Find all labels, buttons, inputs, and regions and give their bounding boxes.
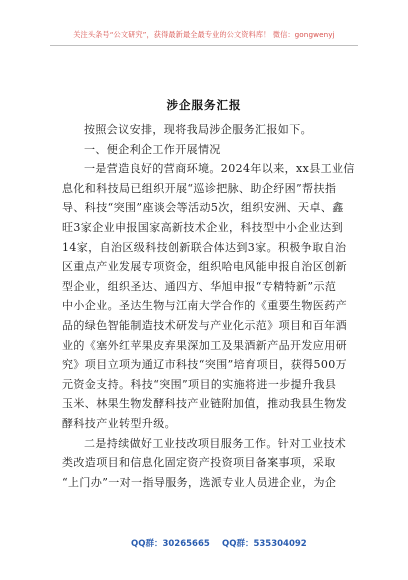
footer-qq-group-1: QQ群：30265665 bbox=[131, 539, 210, 549]
paragraph-line: 中小企业。圣达生物与江南大学合作的《重要生物医药产 bbox=[62, 299, 347, 313]
paragraph-line: 酵科技产业转型升级。 bbox=[62, 416, 176, 430]
footer-qq-group-2: QQ群：535304092 bbox=[222, 539, 307, 549]
section-heading-1: 一、便企利企工作开展情况 bbox=[84, 142, 221, 156]
paragraph-line: 息化和科技局已组织开展“巡诊把脉、助企纾困”帮扶指 bbox=[62, 181, 337, 195]
paragraph-line: 型企业，组织圣达、通四方、华旭申报“专精特新”示范 bbox=[62, 279, 337, 293]
paragraph-line: 区重点产业发展专项资金，组织哈电风能申报自治区创新 bbox=[62, 260, 347, 274]
header-divider bbox=[50, 45, 358, 46]
paragraph-line: 导、科技“突围”座谈会等活动5次，组织安洲、天卓、鑫 bbox=[62, 201, 344, 215]
document-title: 涉企服务汇报 bbox=[166, 98, 242, 112]
paragraph-line: 玉米、林果生物发酵科技产业链附加值，推动我县生物发 bbox=[62, 397, 347, 411]
paragraph-line: 二是持续做好工业技改项目服务工作。针对工业技术 bbox=[84, 436, 347, 450]
paragraph-line: “上门办”一对一指导服务，选派专业人员进企业，为企 bbox=[62, 475, 337, 489]
paragraph-line: 类改造项目和信息化固定资产投资项目备案事项，采取 bbox=[62, 456, 336, 470]
paragraph-line: 旺3家企业申报国家高新技术企业，科技型中小企业达到 bbox=[62, 220, 343, 234]
paragraph-intro: 按照会议安排，现将我局涉企服务汇报如下。 bbox=[84, 123, 312, 136]
paragraph-line: 一是营造良好的营商环境。2024年以来，xx县工业信 bbox=[84, 162, 355, 176]
paragraph-line: 14家，自治区级科技创新联合体达到3家。积极争取自治 bbox=[62, 240, 347, 254]
paragraph-line: 业的《塞外红苹果皮弃果深加工及果酒新产品开发应用研 bbox=[62, 338, 347, 352]
header-promo-note: 关注头条号“公文研究”，获得最新最全最专业的公文资料库！ 微信：gongwenyj bbox=[73, 30, 335, 39]
document-body bbox=[62, 120, 362, 492]
paragraph-line: 元资金支持。科技“突围”项目的实施将进一步提升我县 bbox=[62, 377, 337, 391]
paragraph-line: 品的绿色智能制造技术研发与产业化示范》项目和百年酒 bbox=[62, 318, 347, 332]
paragraph-line: 究》项目立项为通辽市科技“突围”培育项目，获得500万 bbox=[62, 358, 348, 372]
